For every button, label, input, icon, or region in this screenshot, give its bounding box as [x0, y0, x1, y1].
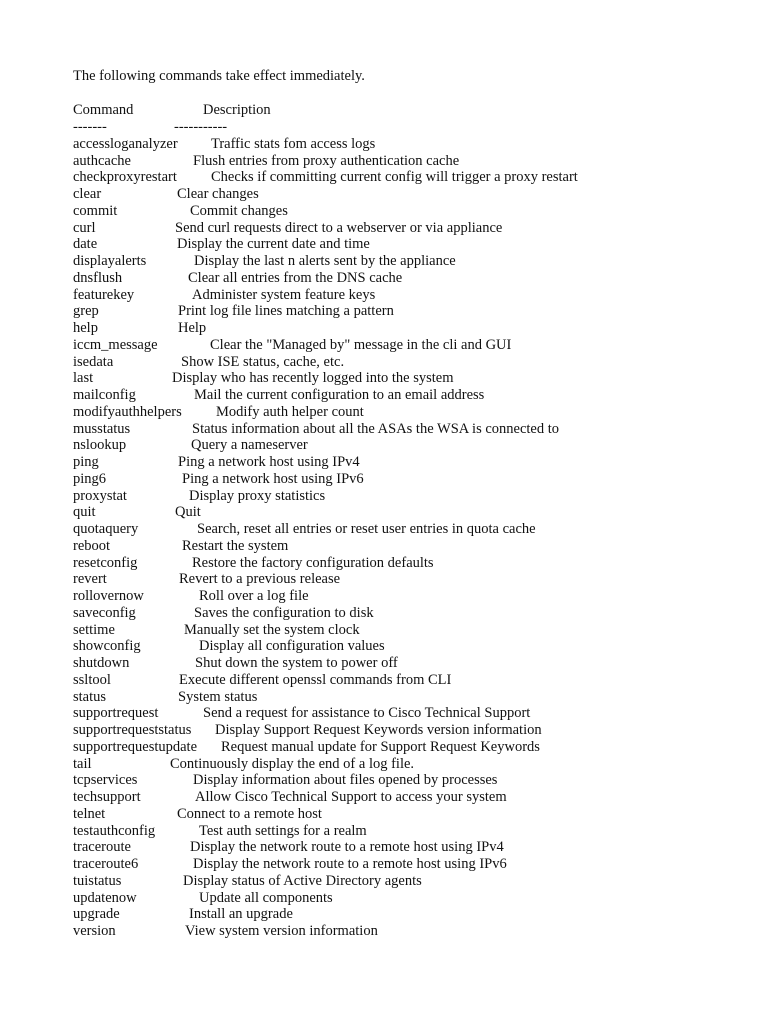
command-name: dnsflush: [73, 269, 123, 286]
command-description: Shut down the system to power off: [195, 655, 398, 672]
command-name: date: [73, 236, 98, 253]
command-row: [73, 521, 713, 538]
command-row: [73, 739, 713, 756]
command-description: Flush entries from proxy authentication cache: [193, 152, 460, 169]
command-name: clear: [73, 186, 102, 203]
command-name: techsupport: [73, 789, 141, 806]
command-row: [73, 136, 713, 153]
command-name: testauthconfig: [73, 822, 156, 839]
command-row: [73, 320, 713, 337]
command-name: curl: [73, 219, 96, 236]
command-row: [73, 354, 713, 371]
command-row: [73, 689, 713, 706]
command-row: [73, 705, 713, 722]
command-description: Display the current date and time: [177, 236, 370, 253]
command-description: Clear changes: [177, 186, 259, 203]
command-name: quit: [73, 504, 96, 521]
command-row: [73, 303, 713, 320]
command-description: Display the network route to a remote host using IPv4: [190, 839, 504, 856]
command-row: [73, 337, 713, 354]
command-description: Roll over a log file: [199, 588, 309, 605]
command-name: last: [73, 370, 94, 387]
command-description: Query a nameserver: [191, 437, 308, 454]
command-row: [73, 370, 713, 387]
command-description: Display all configuration values: [199, 638, 385, 655]
command-description: Mail the current configuration to an email address: [194, 387, 485, 404]
command-row: [73, 454, 713, 471]
command-description: Clear all entries from the DNS cache: [188, 269, 403, 286]
command-row: [73, 655, 713, 672]
command-name: isedata: [73, 353, 114, 370]
command-description: System status: [178, 688, 258, 705]
command-description: Traffic stats fom access logs: [211, 135, 376, 152]
command-description: Print log file lines matching a pattern: [178, 303, 394, 320]
intro-text: The following commands take effect immediately.: [73, 68, 365, 84]
command-row: [73, 471, 713, 488]
table-header-row: [73, 102, 713, 119]
command-description: Connect to a remote host: [177, 805, 322, 822]
command-name: supportrequestupdate: [73, 738, 198, 755]
header-description: Description: [203, 102, 271, 119]
command-name: supportrequeststatus: [73, 722, 192, 739]
command-description: Manually set the system clock: [184, 621, 360, 638]
command-description: Display proxy statistics: [189, 487, 326, 504]
command-row: [73, 555, 713, 572]
command-description: Clear the "Managed by" message in the cli and GUI: [210, 336, 512, 353]
command-row: [73, 488, 713, 505]
command-description: Checks if committing current config will trigger a proxy restart: [211, 169, 578, 186]
command-description: Send a request for assistance to Cisco Technical Support: [203, 705, 531, 722]
command-description: Help: [178, 320, 207, 337]
command-name: modifyauthhelpers: [73, 403, 182, 420]
command-name: updatenow: [73, 889, 137, 906]
command-name: proxystat: [73, 487, 127, 504]
command-row: [73, 823, 713, 840]
command-description: View system version information: [185, 923, 378, 940]
command-name: status: [73, 688, 107, 705]
command-description: Ping a network host using IPv4: [178, 454, 360, 471]
command-description: Ping a network host using IPv6: [182, 470, 364, 487]
command-name: ssltool: [73, 671, 111, 688]
command-name: checkproxyrestart: [73, 169, 177, 186]
command-name: tcpservices: [73, 772, 138, 789]
command-name: version: [73, 923, 116, 940]
command-name: nslookup: [73, 437, 127, 454]
command-name: musstatus: [73, 420, 131, 437]
command-name: help: [73, 320, 98, 337]
command-name: settime: [73, 621, 115, 638]
command-name: resetconfig: [73, 554, 138, 571]
command-name: reboot: [73, 537, 111, 554]
command-row: [73, 856, 713, 873]
command-row: [73, 421, 713, 438]
command-row: [73, 588, 713, 605]
command-name: authcache: [73, 152, 131, 169]
command-row: [73, 404, 713, 421]
command-row: [73, 236, 713, 253]
separator-description: -----------: [174, 119, 228, 136]
command-row: [73, 538, 713, 555]
command-description: Restore the factory configuration defaults: [192, 554, 434, 571]
command-name: tail: [73, 755, 92, 772]
command-name: iccm_message: [73, 336, 158, 353]
command-row: [73, 806, 713, 823]
separator-command: -------: [73, 119, 107, 136]
command-name: accessloganalyzer: [73, 135, 178, 152]
command-name: saveconfig: [73, 604, 136, 621]
command-row: [73, 890, 713, 907]
command-name: supportrequest: [73, 705, 159, 722]
command-row: [73, 203, 713, 220]
command-name: shutdown: [73, 655, 130, 672]
separator-row: [73, 119, 713, 136]
command-row: [73, 220, 713, 237]
command-name: showconfig: [73, 638, 141, 655]
command-row: [73, 638, 713, 655]
header-command: Command: [73, 102, 134, 119]
command-description: Display Support Request Keywords version information: [215, 722, 542, 739]
command-row: [73, 756, 713, 773]
command-description: Commit changes: [190, 202, 288, 219]
command-name: ping6: [73, 470, 107, 487]
command-description: Send curl requests direct to a webserver or via appliance: [175, 219, 503, 236]
command-description: Request manual update for Support Request Keywords: [221, 738, 540, 755]
command-description: Continuously display the end of a log file.: [170, 755, 415, 772]
command-description: Display the last n alerts sent by the appliance: [194, 253, 456, 270]
command-description: Display the network route to a remote host using IPv6: [193, 856, 507, 873]
command-description: Update all components: [199, 889, 333, 906]
command-description: Display information about files opened by processes: [193, 772, 498, 789]
command-name: featurekey: [73, 286, 135, 303]
command-description: Install an upgrade: [189, 906, 293, 923]
command-row: [73, 672, 713, 689]
command-description: Saves the configuration to disk: [194, 604, 374, 621]
command-row: [73, 504, 713, 521]
command-name: displayalerts: [73, 253, 147, 270]
command-row: [73, 571, 713, 588]
command-row: [73, 772, 713, 789]
command-row: [73, 906, 713, 923]
command-row: [73, 605, 713, 622]
command-name: commit: [73, 202, 118, 219]
command-row: [73, 186, 713, 203]
command-name: mailconfig: [73, 387, 136, 404]
command-description: Allow Cisco Technical Support to access your system: [195, 789, 507, 806]
command-row: [73, 253, 713, 270]
command-name: revert: [73, 571, 107, 588]
command-row: [73, 839, 713, 856]
command-description: Show ISE status, cache, etc.: [181, 353, 345, 370]
command-description: Display who has recently logged into the system: [172, 370, 454, 387]
command-row: [73, 923, 713, 940]
document-page: [73, 68, 713, 940]
command-name: upgrade: [73, 906, 120, 923]
command-description: Revert to a previous release: [179, 571, 341, 588]
command-description: Quit: [175, 504, 201, 521]
command-row: [73, 789, 713, 806]
command-row: [73, 169, 713, 186]
command-row: [73, 873, 713, 890]
command-list: [73, 136, 713, 940]
command-name: traceroute: [73, 839, 131, 856]
command-description: Status information about all the ASAs the WSA is connected to: [192, 420, 560, 437]
blank-line: [73, 85, 713, 102]
command-description: Administer system feature keys: [192, 286, 376, 303]
command-description: Execute different openssl commands from CLI: [179, 671, 452, 688]
command-name: grep: [73, 303, 99, 320]
command-description: Display status of Active Directory agents: [183, 872, 422, 889]
command-name: ping: [73, 454, 99, 471]
command-row: [73, 437, 713, 454]
command-name: rollovernow: [73, 588, 144, 605]
command-description: Restart the system: [182, 537, 289, 554]
command-name: quotaquery: [73, 521, 139, 538]
command-name: telnet: [73, 805, 106, 822]
command-row: [73, 622, 713, 639]
command-row: [73, 153, 713, 170]
command-description: Search, reset all entries or reset user entries in quota cache: [197, 521, 536, 538]
command-name: tuistatus: [73, 872, 122, 889]
command-description: Modify auth helper count: [216, 403, 364, 420]
command-name: traceroute6: [73, 856, 139, 873]
command-row: [73, 270, 713, 287]
command-row: [73, 722, 713, 739]
command-row: [73, 387, 713, 404]
command-description: Test auth settings for a realm: [199, 822, 367, 839]
command-row: [73, 287, 713, 304]
